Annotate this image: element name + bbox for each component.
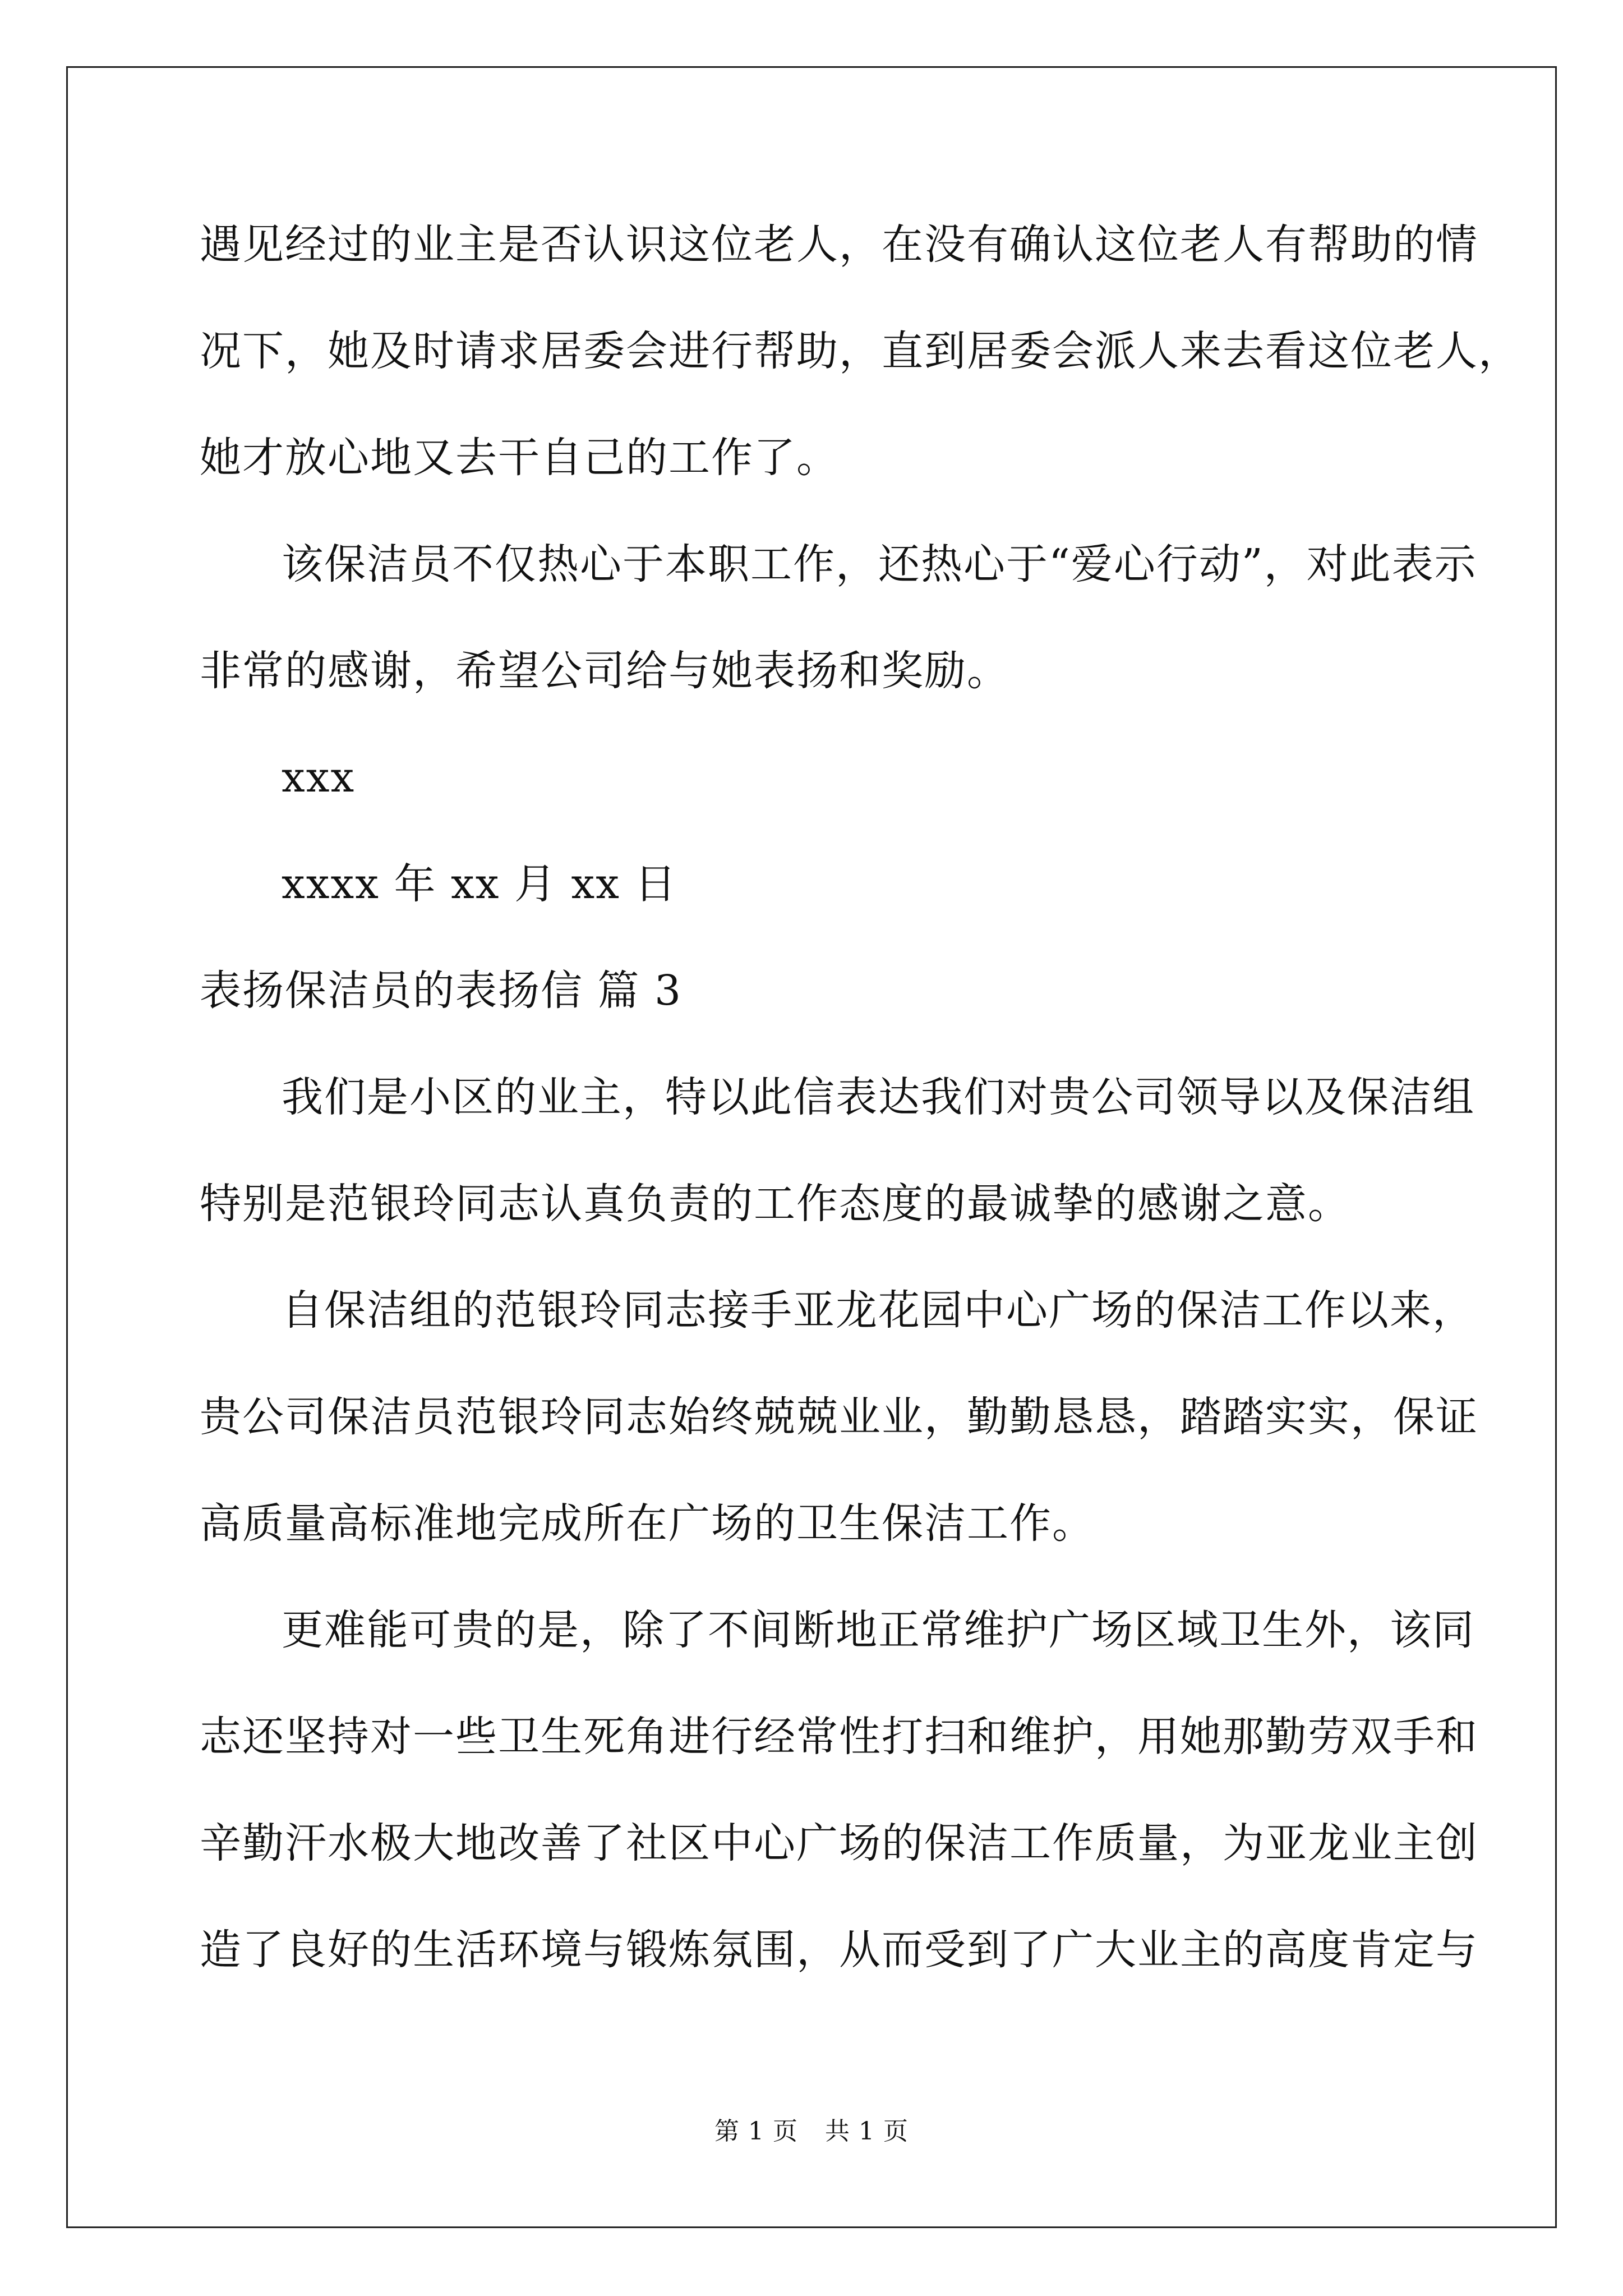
body-line: 况下，她及时请求居委会进行帮助，直到居委会派人来去看这位老人， xyxy=(200,327,1521,375)
body-line: 辛勤汗水极大地改善了社区中心广场的保洁工作质量，为亚龙业主创 xyxy=(200,1819,1478,1867)
signature-date: xxxx 年 xx 月 xx 日 xyxy=(282,860,677,908)
body-line: 贵公司保洁员范银玲同志始终兢兢业业，勤勤恳恳，踏踏实实，保证 xyxy=(200,1393,1478,1441)
body-line: 志还坚持对一些卫生死角进行经常性打扫和维护，用她那勤劳双手和 xyxy=(200,1713,1478,1761)
body-line: 遇见经过的业主是否认识这位老人，在没有确认这位老人有帮助的情 xyxy=(200,220,1478,269)
page-number: 第 1 页 xyxy=(714,2117,798,2146)
page-total: 共 1 页 xyxy=(825,2117,909,2146)
body-line: 特别是范银玲同志认真负责的工作态度的最诚挚的感谢之意。 xyxy=(200,1180,1350,1228)
paragraph-start: 更难能可贵的是，除了不间断地正常维护广场区域卫生外，该同 xyxy=(282,1606,1475,1654)
body-line: 非常的感谢，希望公司给与她表扬和奖励。 xyxy=(200,647,1009,695)
signature-name: xxx xyxy=(282,753,356,802)
section-heading: 表扬保洁员的表扬信 篇 3 xyxy=(200,967,683,1015)
paragraph-start: 我们是小区的业主，特以此信表达我们对贵公司领导以及保洁组 xyxy=(282,1073,1475,1121)
paragraph-start: 自保洁组的范银玲同志接手亚龙花园中心广场的保洁工作以来， xyxy=(282,1286,1475,1335)
page-footer xyxy=(0,2115,1623,2148)
page-border xyxy=(66,66,1557,2228)
paragraph-start: 该保洁员不仅热心于本职工作，还热心于“爱心行动”，对此表示 xyxy=(282,540,1477,588)
body-line: 高质量高标准地完成所在广场的卫生保洁工作。 xyxy=(200,1499,1095,1548)
body-line: 造了良好的生活环境与锻炼氛围，从而受到了广大业主的高度肯定与 xyxy=(200,1926,1478,1974)
body-line: 她才放心地又去干自己的工作了。 xyxy=(200,434,839,482)
